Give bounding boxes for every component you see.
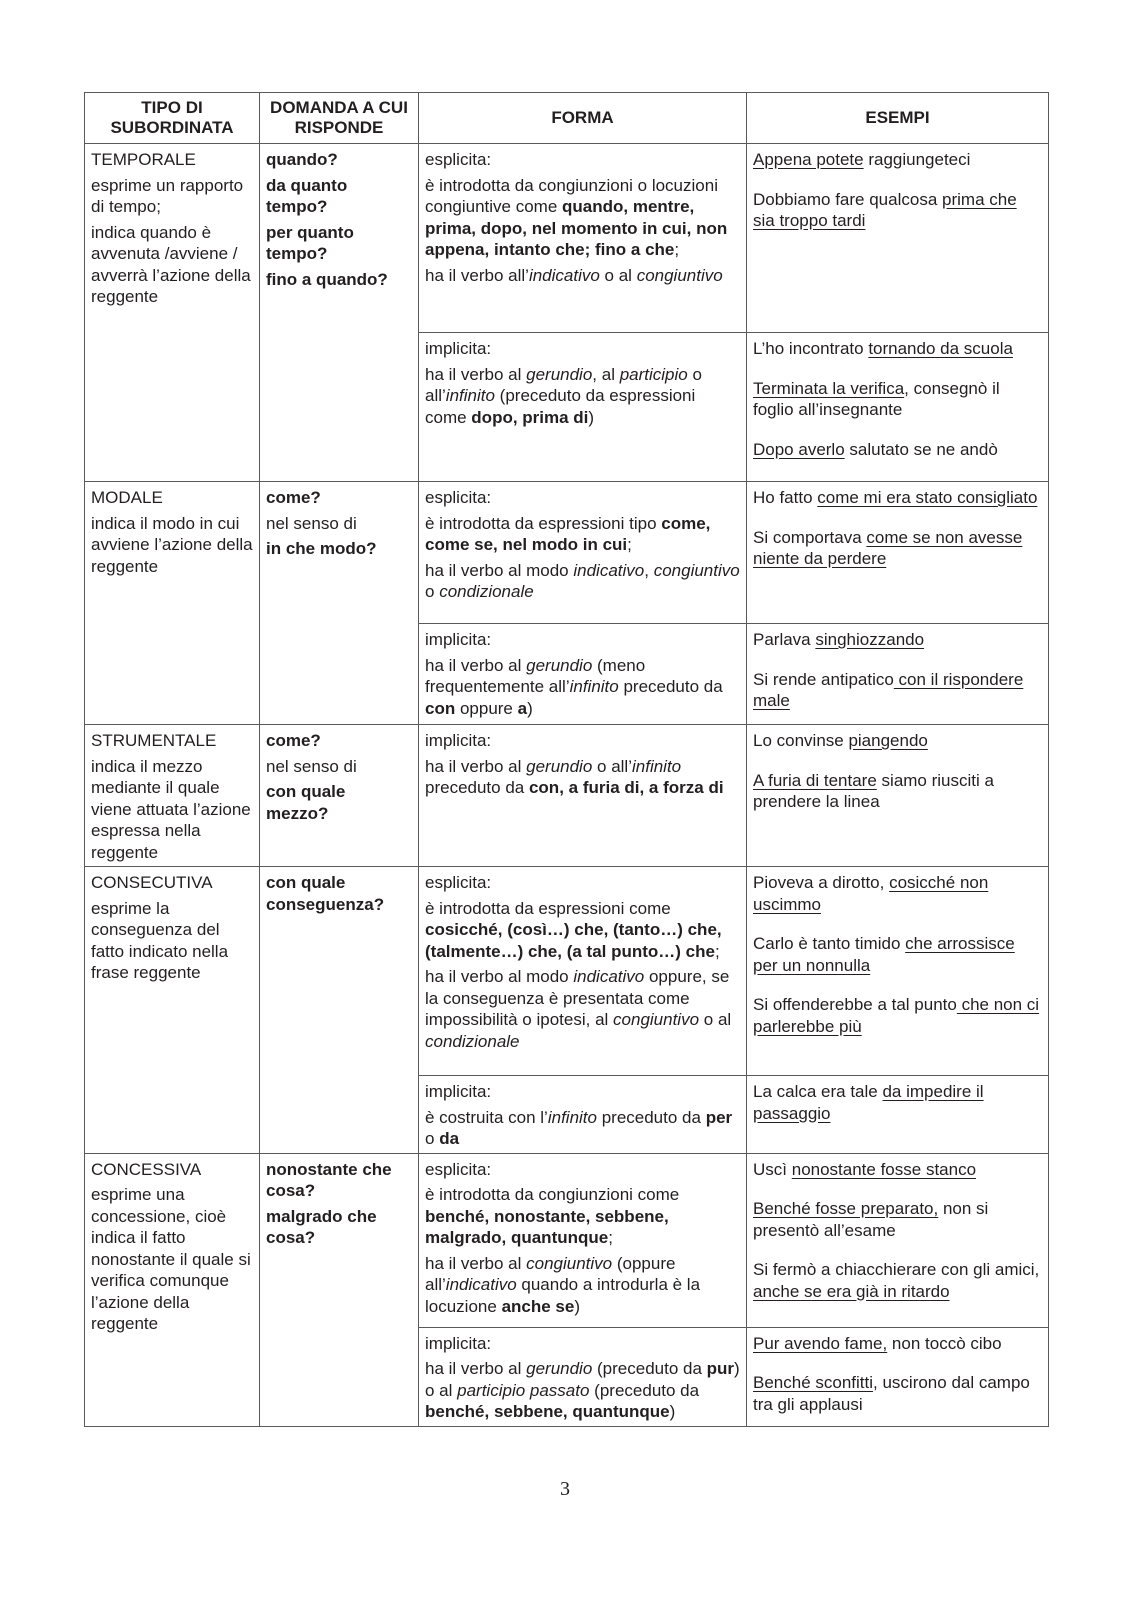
text-run: participio: [619, 364, 688, 384]
question-text: [266, 1206, 412, 1249]
example-sentence: [753, 439, 1042, 461]
text-run: congiuntivo: [636, 265, 723, 285]
type-description: esprime la conseguenza del fatto indicato nella frase reggente: [91, 898, 229, 982]
question-text: [266, 513, 412, 535]
form-cell: [419, 624, 747, 725]
text-run: (preceduto da: [592, 1359, 707, 1378]
text-run: implicita:: [425, 731, 492, 750]
text-run: è introdotta da espressioni come: [425, 898, 671, 918]
text-run: da impedire il passaggio: [753, 1082, 984, 1123]
examples-cell: [747, 333, 1049, 482]
text-run: Pur avendo fame,: [753, 1333, 888, 1353]
text-run: preceduto da: [425, 778, 529, 797]
question-cell: [260, 1153, 419, 1426]
text-run: Carlo è tanto timido: [753, 934, 906, 953]
text-run: oppure: [455, 698, 518, 718]
text-run: pur: [706, 1359, 735, 1378]
example-sentence: [753, 730, 1042, 752]
text-run: come?: [266, 731, 321, 750]
text-run: è introdotta da congiunzioni come: [425, 1185, 680, 1204]
text-run: per: [705, 1107, 733, 1127]
form-kind-label: [425, 629, 740, 651]
form-description: [425, 1358, 740, 1423]
text-run: ;: [714, 941, 720, 961]
type-name: CONSECUTIVA: [91, 873, 213, 892]
text-run: ): [574, 1296, 580, 1316]
text-run: preceduto da: [596, 1107, 706, 1127]
header-forma: FORMA: [419, 93, 747, 144]
form-cell: [419, 144, 747, 333]
text-run: quando a introdurla è la locuzione: [425, 1275, 701, 1316]
text-run: tornando da scuola: [868, 339, 1013, 358]
text-run: Benché sconfitti: [753, 1373, 874, 1392]
text-run: per quanto tempo?: [266, 222, 354, 263]
text-run: ha il verbo al: [425, 655, 527, 675]
type-cell: [85, 144, 260, 482]
text-run: ha il verbo al modo: [425, 967, 574, 986]
text-run: Si rende antipatico: [753, 669, 894, 689]
form-description: [425, 655, 740, 720]
table-body: [85, 144, 1049, 1427]
text-run: fino a quando?: [266, 269, 388, 289]
text-run: ): [588, 407, 595, 427]
text-run: ha il verbo all’: [425, 265, 529, 285]
question-text: [266, 149, 412, 171]
text-run: Ho fatto: [753, 488, 818, 507]
text-run: , consegnò il foglio all’insegnante: [753, 378, 1000, 419]
table-row: [85, 1153, 1049, 1327]
form-description: [425, 1253, 740, 1318]
text-run: , uscirono dal campo tra gli applausi: [753, 1373, 1030, 1414]
text-run: participio passato: [457, 1380, 590, 1400]
text-run: benché, sebbene, quantunque: [425, 1402, 670, 1421]
text-run: preceduto da: [618, 677, 723, 696]
table-row: [85, 482, 1049, 624]
text-run: non si presentò all’esame: [753, 1199, 989, 1240]
form-cell: [419, 1327, 747, 1426]
text-run: (preceduto da: [589, 1380, 700, 1400]
form-kind-label: [425, 1159, 740, 1181]
text-run: con, a furia di, a forza di: [528, 778, 724, 797]
text-run: (preceduto da espressioni come: [425, 386, 696, 427]
table-row: [85, 725, 1049, 867]
text-run: Si offenderebbe a tal punto: [753, 995, 957, 1014]
text-run: esplicita:: [425, 1159, 492, 1179]
text-run: da quanto tempo?: [266, 175, 348, 216]
text-run: cosicché, (così…) che, (tanto…) che, (talmente…) che, (a tal punto…) che: [425, 920, 722, 961]
example-sentence: [753, 189, 1042, 232]
question-cell: [260, 867, 419, 1154]
form-description: [425, 1184, 740, 1249]
text-run: ): [527, 698, 533, 718]
text-run: ;: [627, 535, 632, 554]
text-run: infinito: [631, 756, 682, 776]
type-cell: [85, 1153, 260, 1426]
text-run: Si comportava: [753, 527, 867, 547]
text-run: implicita:: [425, 1333, 492, 1353]
text-run: gerundio: [526, 655, 593, 675]
text-run: Parlava: [753, 630, 816, 649]
example-sentence: [753, 933, 1042, 976]
text-run: implicita:: [425, 1082, 492, 1101]
form-kind-label: [425, 1081, 740, 1103]
text-run: anche se era già in ritardo: [753, 1281, 950, 1301]
question-text: [266, 269, 412, 291]
example-sentence: [753, 994, 1042, 1037]
examples-cell: [747, 624, 1049, 725]
example-sentence: [753, 1259, 1042, 1302]
text-run: con quale conseguenza?: [266, 873, 385, 914]
text-run: congiuntivo: [526, 1253, 613, 1273]
form-description: [425, 1107, 740, 1150]
examples-cell: [747, 1153, 1049, 1327]
form-kind-label: [425, 487, 740, 509]
form-kind-label: [425, 872, 740, 894]
text-run: o: [425, 1129, 440, 1148]
text-run: Benché fosse preparato,: [753, 1199, 939, 1218]
form-description: [425, 265, 740, 287]
example-sentence: [753, 1081, 1042, 1124]
form-cell: [419, 867, 747, 1076]
text-run: indicativo: [573, 560, 645, 580]
form-kind-label: [425, 338, 740, 360]
text-run: L’ho incontrato: [753, 339, 869, 358]
text-run: La calca era tale: [753, 1082, 883, 1101]
form-description: [425, 364, 740, 429]
examples-cell: [747, 1327, 1049, 1426]
text-run: o all’: [425, 364, 702, 405]
examples-cell: [747, 482, 1049, 624]
text-run: Uscì: [753, 1159, 792, 1179]
example-sentence: [753, 1159, 1042, 1181]
text-run: congiuntivo: [613, 1010, 700, 1029]
text-run: congiuntivo: [653, 560, 740, 580]
type-name: TEMPORALE: [91, 150, 196, 169]
question-text: [266, 730, 412, 752]
example-sentence: [753, 149, 1042, 171]
text-run: come se non avesse niente da perdere: [753, 527, 1023, 568]
text-run: come?: [266, 488, 321, 507]
examples-cell: [747, 144, 1049, 333]
question-text: [266, 175, 412, 218]
text-run: con: [425, 698, 456, 718]
text-run: o al: [699, 1010, 732, 1029]
text-run: malgrado che cosa?: [266, 1206, 377, 1247]
text-run: a: [517, 698, 528, 718]
question-text: [266, 872, 412, 915]
text-run: condizionale: [439, 582, 534, 601]
type-cell: [85, 482, 260, 725]
text-run: Pioveva a dirotto,: [753, 873, 890, 892]
table-row: [85, 144, 1049, 333]
text-run: Dopo averlo: [753, 439, 845, 459]
text-run: o al: [599, 265, 637, 285]
header-domanda: DOMANDA A CUI RISPONDE: [260, 93, 419, 144]
example-sentence: [753, 1198, 1042, 1241]
text-run: come, come se, nel modo in cui: [425, 513, 711, 554]
form-kind-label: [425, 1333, 740, 1355]
question-text: [266, 1159, 412, 1202]
form-description: [425, 513, 740, 556]
example-sentence: [753, 527, 1042, 570]
text-run: Si fermò a chiacchierare con gli amici,: [753, 1260, 1040, 1279]
text-run: oppure, se la conseguenza è presentata come impossibilità o ipotesi, al: [425, 967, 730, 1029]
text-run: salutato se ne andò: [844, 439, 998, 459]
example-sentence: [753, 872, 1042, 915]
text-run: nonostante fosse stanco: [791, 1159, 977, 1179]
text-run: quando?: [266, 150, 338, 169]
text-run: singhiozzando: [815, 630, 925, 649]
text-run: gerundio: [526, 364, 593, 384]
type-description: esprime una concessione, cioè indica il fatto nonostante il quale si verifica comunque l’azione della reggente: [91, 1185, 251, 1333]
type-cell: [85, 725, 260, 867]
text-run: implicita:: [425, 339, 492, 358]
text-run: ): [669, 1402, 676, 1421]
text-run: indicativo: [445, 1275, 517, 1294]
text-run: prima che sia troppo tardi: [753, 189, 1017, 230]
question-text: [266, 222, 412, 265]
header-row: [85, 93, 1049, 144]
text-run: ,: [644, 560, 654, 580]
form-description: [425, 898, 740, 963]
text-run: ha il verbo al: [425, 364, 527, 384]
form-description: [425, 560, 740, 603]
type-description: esprime un rapporto di tempo;: [91, 175, 244, 216]
text-run: come mi era stato consigliato: [817, 488, 1038, 507]
text-run: in che modo?: [266, 539, 377, 558]
text-run: da: [439, 1129, 460, 1148]
type-name: MODALE: [91, 488, 163, 507]
example-sentence: [753, 338, 1042, 360]
form-cell: [419, 1076, 747, 1154]
text-run: indicativo: [528, 265, 600, 285]
question-cell: [260, 144, 419, 482]
example-sentence: [753, 378, 1042, 421]
text-run: o: [425, 582, 440, 601]
text-run: esplicita:: [425, 873, 492, 892]
page-number: 3: [560, 1478, 570, 1500]
text-run: siamo riusciti a prendere la linea: [753, 770, 994, 811]
text-run: (oppure all’: [425, 1253, 676, 1294]
text-run: Terminata la verifica: [753, 378, 905, 398]
type-cell: [85, 867, 260, 1154]
type-description: indica il modo in cui avviene l’azione della reggente: [91, 513, 253, 576]
text-run: dopo, prima di: [471, 407, 589, 427]
text-run: esplicita:: [425, 150, 492, 169]
example-sentence: [753, 1372, 1042, 1415]
text-run: benché, nonostante, sebbene, malgrado, quantunque: [425, 1206, 669, 1247]
text-run: esplicita:: [425, 488, 492, 507]
example-sentence: [753, 669, 1042, 712]
type-name: CONCESSIVA: [91, 1159, 202, 1179]
header-esempi: ESEMPI: [747, 93, 1049, 144]
text-run: infinito: [445, 386, 495, 405]
text-run: nel senso di: [266, 513, 357, 533]
form-description: [425, 966, 740, 1052]
examples-cell: [747, 725, 1049, 867]
text-run: è introdotta da espressioni tipo: [425, 513, 662, 533]
text-run: condizionale: [425, 1031, 520, 1051]
text-run: nel senso di: [266, 756, 357, 776]
form-cell: [419, 333, 747, 482]
subordinate-clauses-table: [84, 92, 1049, 1427]
examples-cell: [747, 1076, 1049, 1154]
example-sentence: [753, 1333, 1042, 1355]
text-run: è costruita con l’: [425, 1107, 548, 1127]
form-kind-label: [425, 149, 740, 171]
text-run: infinito: [569, 677, 619, 696]
text-run: ;: [608, 1228, 613, 1247]
type-name: STRUMENTALE: [91, 731, 217, 750]
text-run: ha il verbo al: [425, 1253, 527, 1273]
question-text: [266, 781, 412, 824]
text-run: (meno frequentemente all’: [425, 655, 646, 696]
text-run: ha il verbo al: [425, 756, 527, 776]
type-description: indica il mezzo mediante il quale viene attuata l’azione espressa nella reggente: [91, 756, 251, 862]
question-text: [266, 487, 412, 509]
example-sentence: [753, 487, 1042, 509]
form-kind-label: [425, 730, 740, 752]
text-run: implicita:: [425, 630, 492, 649]
text-run: ) o al: [425, 1359, 740, 1400]
examples-cell: [747, 867, 1049, 1076]
question-text: [266, 756, 412, 778]
table-row: [85, 867, 1049, 1076]
example-sentence: [753, 629, 1042, 651]
form-description: [425, 756, 740, 799]
text-run: è introdotta da congiunzioni o locuzioni congiuntive come: [425, 175, 718, 216]
text-run: nonostante che cosa?: [266, 1159, 392, 1200]
question-cell: [260, 482, 419, 725]
text-run: raggiungeteci: [863, 150, 971, 169]
text-run: anche se: [501, 1296, 575, 1316]
text-run: indicativo: [573, 967, 645, 986]
text-run: gerundio: [526, 1359, 593, 1378]
text-run: con il rispondere male: [753, 669, 1024, 710]
text-run: Dobbiamo fare qualcosa: [753, 189, 943, 209]
example-sentence: [753, 770, 1042, 813]
question-cell: [260, 725, 419, 867]
form-cell: [419, 725, 747, 867]
text-run: quando, mentre, prima, dopo, nel momento in cui, non appena, intanto che; fino a che: [425, 197, 728, 259]
text-run: non toccò cibo: [887, 1333, 1002, 1353]
form-cell: [419, 482, 747, 624]
text-run: infinito: [547, 1107, 597, 1127]
text-run: Appena potete: [753, 150, 864, 169]
text-run: piangendo: [848, 731, 928, 750]
text-run: Lo convinse: [753, 731, 849, 750]
form-description: [425, 175, 740, 261]
form-cell: [419, 1153, 747, 1327]
text-run: che non ci parlerebbe più: [753, 995, 1040, 1036]
text-run: , al: [592, 364, 620, 384]
text-run: A furia di tentare: [753, 770, 877, 790]
text-run: ha il verbo al modo: [425, 560, 574, 580]
question-text: [266, 538, 412, 560]
text-run: con quale mezzo?: [266, 782, 346, 823]
text-run: cosicché non uscimmo: [753, 873, 989, 914]
text-run: ;: [674, 240, 680, 259]
text-run: gerundio: [526, 756, 593, 776]
header-tipo: TIPO DI SUBORDINATA: [85, 93, 260, 144]
type-description: indica quando è avvenuta /avviene / avverrà l’azione della reggente: [91, 222, 251, 306]
text-run: ha il verbo al: [425, 1359, 527, 1378]
text-run: o all’: [592, 756, 632, 776]
text-run: che arrossisce per un nonnulla: [753, 934, 1015, 975]
